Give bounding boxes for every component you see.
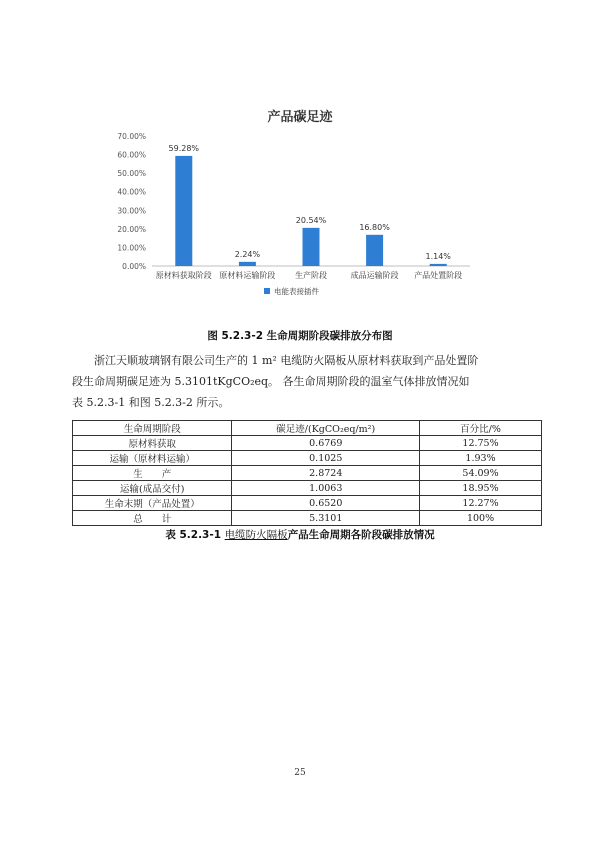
cell-stage: 生命末期（产品处置） (73, 496, 232, 511)
chart-container (110, 88, 490, 318)
table-caption-product: 电缆防火隔板 (224, 529, 288, 541)
y-tick-label: 0.00% (122, 262, 146, 271)
cell-footprint: 0.1025 (232, 451, 420, 466)
y-tick-label: 50.00% (117, 169, 146, 179)
cell-stage: 总 计 (73, 511, 232, 526)
table-row (73, 436, 542, 451)
y-tick-label: 10.00% (117, 243, 146, 253)
data-label: 59.28% (168, 143, 200, 153)
cell-stage: 生 产 (73, 466, 232, 481)
y-tick-label: 40.00% (117, 187, 146, 197)
cell-percent: 1.93% (420, 451, 542, 466)
table-caption (0, 527, 600, 542)
table-header-row (73, 421, 542, 436)
cell-percent: 100% (420, 511, 542, 526)
header-stage: 生命周期阶段 (73, 421, 232, 436)
x-tick-label: 产品处置阶段 (414, 271, 463, 280)
cell-footprint: 2.8724 (232, 466, 420, 481)
paragraph-line-2: 段生命周期碳足迹为 5.3101tKgCO₂eq。 各生命周期阶段的温室气体排放情况如 (72, 375, 470, 388)
bar (366, 235, 383, 266)
y-tick-label: 20.00% (117, 224, 146, 234)
header-percent: 百分比/% (420, 421, 542, 436)
figure-caption: 图 5.2.3-2 生命周期阶段碳排放分布图 (207, 330, 393, 342)
cell-percent: 12.75% (420, 436, 542, 451)
data-label: 1.14% (425, 251, 451, 261)
table-row (73, 451, 542, 466)
cell-percent: 54.09% (420, 466, 542, 481)
x-tick-label: 成品运输阶段 (350, 271, 399, 280)
bar (175, 156, 192, 266)
emission-table (72, 420, 542, 526)
cell-footprint: 0.6769 (232, 436, 420, 451)
cell-footprint: 5.3101 (232, 511, 420, 526)
cell-percent: 18.95% (420, 481, 542, 496)
chart-title: 产品碳足迹 (267, 110, 333, 125)
x-tick-label: 原材料运输阶段 (219, 271, 276, 280)
paragraph-line-3: 表 5.2.3-1 和图 5.2.3-2 所示。 (72, 396, 230, 409)
x-tick-label: 生产阶段 (295, 271, 327, 280)
cell-percent: 12.27% (420, 496, 542, 511)
legend-swatch (264, 288, 270, 294)
cell-stage: 运输(成品交付) (73, 481, 232, 496)
header-footprint: 碳足迹/(KgCO₂eq/m²) (232, 421, 420, 436)
data-label: 16.80% (359, 222, 390, 232)
bar (303, 228, 320, 266)
cell-stage: 原材料获取 (73, 436, 232, 451)
bar (239, 262, 256, 266)
data-label: 2.24% (234, 249, 261, 259)
bar (430, 264, 447, 266)
cell-footprint: 0.6520 (232, 496, 420, 511)
body-paragraph (72, 350, 542, 413)
table-caption-prefix: 表 5.2.3-1 (165, 529, 225, 541)
table-row (73, 511, 542, 526)
cell-stage: 运输（原材料运输） (73, 451, 232, 466)
cell-footprint: 1.0063 (232, 481, 420, 496)
y-tick-label: 30.00% (117, 206, 146, 216)
y-tick-label: 60.00% (117, 150, 146, 160)
paragraph-line-1: 浙江天顺玻璃钢有限公司生产的 1 m² 电缆防火隔板从原材料获取到产品处置阶 (94, 354, 479, 367)
y-tick-label: 70.00% (117, 132, 146, 141)
legend-label: 电能表接插件 (274, 287, 319, 296)
table-row (73, 466, 542, 481)
table-row (73, 481, 542, 496)
page-number: 25 (294, 768, 306, 778)
table-row (73, 496, 542, 511)
table-caption-suffix: 产品生命周期各阶段碳排放情况 (287, 529, 435, 541)
data-label: 20.54% (295, 215, 327, 225)
x-tick-label: 原材料获取阶段 (155, 271, 212, 280)
